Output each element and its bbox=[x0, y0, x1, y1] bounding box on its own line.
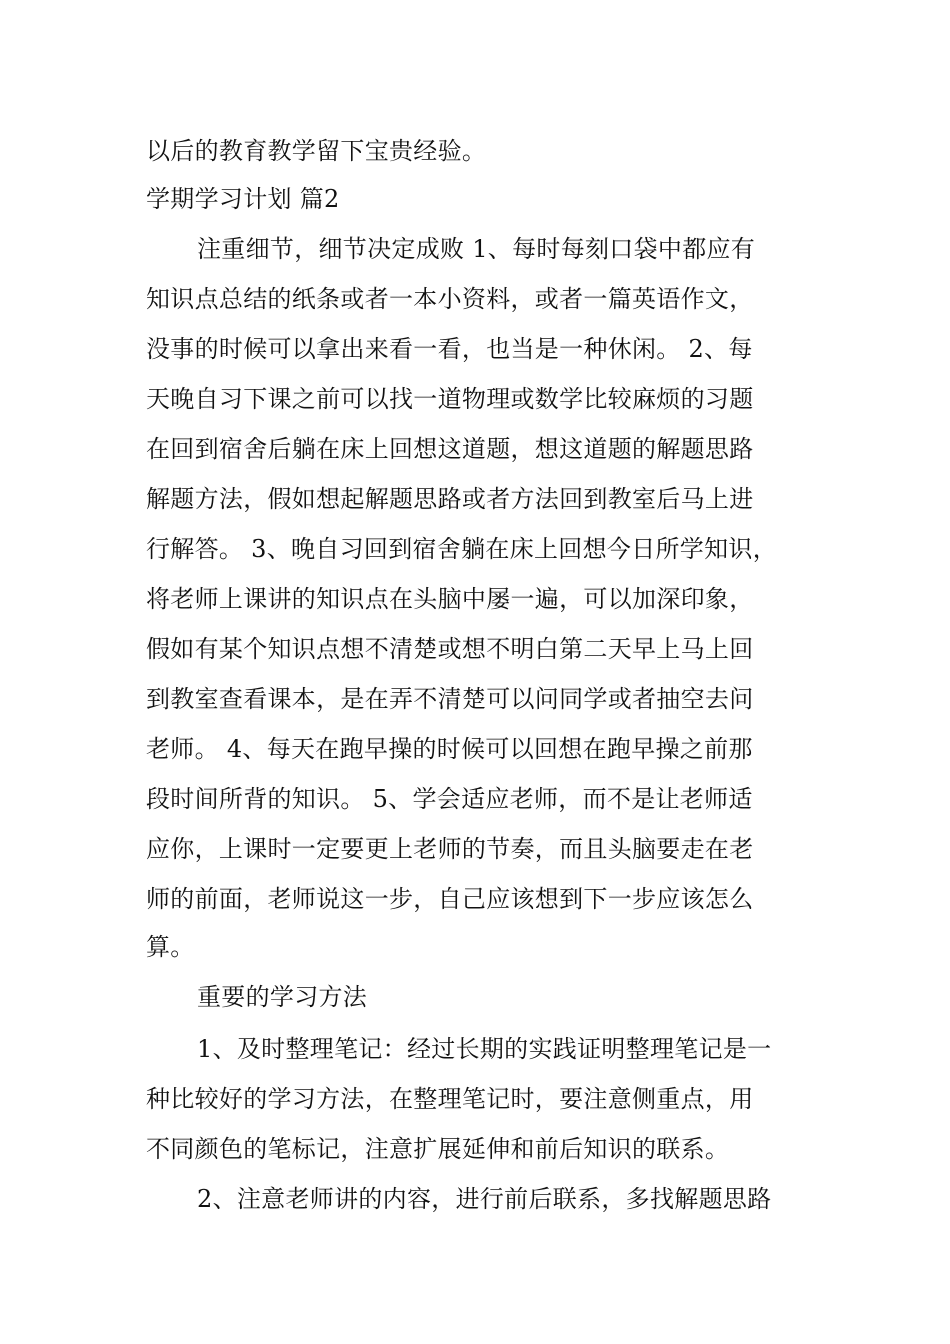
paragraph-line: 假如有某个知识点想不清楚或想不明白第二天早上马上回 bbox=[146, 635, 754, 663]
paragraph-line: 算。 bbox=[146, 933, 195, 961]
paragraph-line: 没事的时候可以拿出来看一看，也当是一种休闲。 2、每 bbox=[146, 335, 753, 363]
paragraph-line: 师的前面，老师说这一步，自己应该想到下一步应该怎么 bbox=[146, 885, 754, 913]
section-heading: 学期学习计划 篇2 bbox=[146, 185, 340, 213]
paragraph-line: 解题方法，假如想起解题思路或者方法回到教室后马上进 bbox=[146, 485, 754, 513]
paragraph-line: 2、注意老师讲的内容，进行前后联系，多找解题思路 bbox=[197, 1185, 772, 1213]
paragraph-line: 注重细节，细节决定成败 1、每时每刻口袋中都应有 bbox=[197, 235, 756, 263]
text-line: 以后的教育教学留下宝贵经验。 bbox=[146, 137, 487, 165]
subheading: 重要的学习方法 bbox=[197, 983, 368, 1011]
paragraph-line: 天晚自习下课之前可以找一道物理或数学比较麻烦的习题 bbox=[146, 385, 754, 413]
paragraph-line: 应你，上课时一定要更上老师的节奏，而且头脑要走在老 bbox=[146, 835, 754, 863]
paragraph-line: 种比较好的学习方法，在整理笔记时，要注意侧重点，用 bbox=[146, 1085, 754, 1113]
paragraph-line: 1、及时整理笔记：经过长期的实践证明整理笔记是一 bbox=[197, 1035, 772, 1063]
paragraph-line: 在回到宿舍后躺在床上回想这道题，想这道题的解题思路 bbox=[146, 435, 754, 463]
paragraph-line: 行解答。 3、晚自习回到宿舍躺在床上回想今日所学知识， bbox=[146, 535, 777, 563]
paragraph-line: 老师。 4、每天在跑早操的时候可以回想在跑早操之前那 bbox=[146, 735, 753, 763]
paragraph-line: 不同颜色的笔标记，注意扩展延伸和前后知识的联系。 bbox=[146, 1135, 730, 1163]
paragraph-line: 知识点总结的纸条或者一本小资料，或者一篇英语作文， bbox=[146, 285, 754, 313]
paragraph-line: 段时间所背的知识。 5、学会适应老师，而不是让老师适 bbox=[146, 785, 753, 813]
paragraph-line: 将老师上课讲的知识点在头脑中屡一遍，可以加深印象， bbox=[146, 585, 754, 613]
paragraph-line: 到教室查看课本，是在弄不清楚可以问同学或者抽空去问 bbox=[146, 685, 754, 713]
